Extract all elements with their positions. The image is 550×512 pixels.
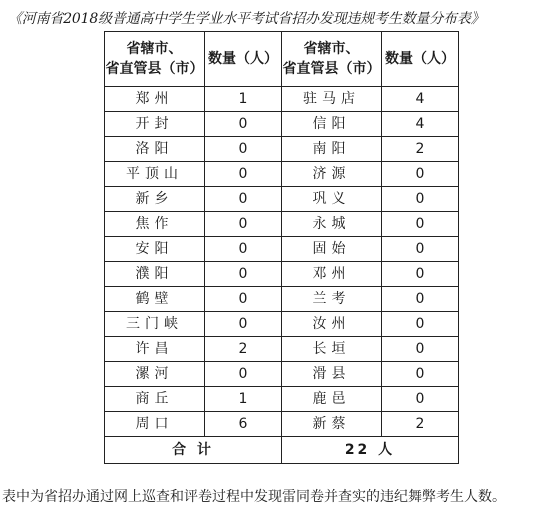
table-row <box>105 287 459 312</box>
city-cell: 鹤壁 <box>105 287 205 312</box>
header-row <box>105 32 459 87</box>
city-cell: 商丘 <box>105 387 205 412</box>
table-row <box>105 237 459 262</box>
city-cell: 鹿邑 <box>282 387 382 412</box>
table-row <box>105 212 459 237</box>
city-cell: 汝州 <box>282 312 382 337</box>
city-cell: 许昌 <box>105 337 205 362</box>
count-cell: 0 <box>382 262 459 287</box>
count-cell: 6 <box>205 412 282 437</box>
city-cell: 巩义 <box>282 187 382 212</box>
city-cell: 郑州 <box>105 87 205 112</box>
city-cell: 固始 <box>282 237 382 262</box>
city-cell: 长垣 <box>282 337 382 362</box>
count-cell: 0 <box>382 187 459 212</box>
city-cell: 新蔡 <box>282 412 382 437</box>
table-row <box>105 87 459 112</box>
count-cell: 0 <box>205 237 282 262</box>
count-cell: 0 <box>205 312 282 337</box>
city-cell: 新乡 <box>105 187 205 212</box>
table-row <box>105 137 459 162</box>
count-cell: 1 <box>205 87 282 112</box>
total-row <box>105 437 459 464</box>
count-cell: 0 <box>205 262 282 287</box>
header-count-left: 数量（人） <box>205 32 282 87</box>
total-label: 合 计 <box>105 437 282 464</box>
count-cell: 2 <box>205 337 282 362</box>
city-cell: 驻马店 <box>282 87 382 112</box>
city-cell: 滑县 <box>282 362 382 387</box>
city-cell: 邓州 <box>282 262 382 287</box>
city-cell: 焦作 <box>105 212 205 237</box>
table-row <box>105 387 459 412</box>
table-row <box>105 187 459 212</box>
city-cell: 永城 <box>282 212 382 237</box>
table-body <box>105 87 459 437</box>
city-cell: 漯河 <box>105 362 205 387</box>
total-value: 22 人 <box>282 437 459 464</box>
city-cell: 洛阳 <box>105 137 205 162</box>
count-cell: 0 <box>382 162 459 187</box>
count-cell: 0 <box>205 112 282 137</box>
count-cell: 0 <box>382 387 459 412</box>
header-city-left: 省辖市、 省直管县（市） <box>105 32 205 87</box>
count-cell: 4 <box>382 87 459 112</box>
table-row <box>105 337 459 362</box>
count-cell: 0 <box>382 237 459 262</box>
count-cell: 0 <box>382 312 459 337</box>
table-row <box>105 412 459 437</box>
table-row <box>105 312 459 337</box>
count-cell: 0 <box>205 162 282 187</box>
count-cell: 4 <box>382 112 459 137</box>
count-cell: 0 <box>382 212 459 237</box>
footnote: 表中为省招办通过网上巡查和评卷过程中发现雷同卷并查实的违纪舞弊考生人数。 <box>2 489 506 505</box>
count-cell: 2 <box>382 137 459 162</box>
table-row <box>105 112 459 137</box>
table-row <box>105 262 459 287</box>
count-cell: 0 <box>205 212 282 237</box>
table-title: 《河南省2018级普通高中学生学业水平考试省招办发现违规考生数量分布表》 <box>8 11 485 27</box>
violation-distribution-table <box>104 31 459 464</box>
city-cell: 济源 <box>282 162 382 187</box>
count-cell: 0 <box>205 362 282 387</box>
city-cell: 濮阳 <box>105 262 205 287</box>
city-cell: 周口 <box>105 412 205 437</box>
city-cell: 三门峡 <box>105 312 205 337</box>
city-cell: 南阳 <box>282 137 382 162</box>
city-cell: 兰考 <box>282 287 382 312</box>
count-cell: 2 <box>382 412 459 437</box>
count-cell: 0 <box>382 287 459 312</box>
count-cell: 0 <box>205 187 282 212</box>
city-cell: 安阳 <box>105 237 205 262</box>
header-city-right: 省辖市、 省直管县（市） <box>282 32 382 87</box>
table-row <box>105 362 459 387</box>
city-cell: 平顶山 <box>105 162 205 187</box>
count-cell: 0 <box>205 137 282 162</box>
table-row <box>105 162 459 187</box>
count-cell: 0 <box>382 362 459 387</box>
city-cell: 信阳 <box>282 112 382 137</box>
header-count-right: 数量（人） <box>382 32 459 87</box>
count-cell: 0 <box>382 337 459 362</box>
count-cell: 1 <box>205 387 282 412</box>
count-cell: 0 <box>205 287 282 312</box>
city-cell: 开封 <box>105 112 205 137</box>
